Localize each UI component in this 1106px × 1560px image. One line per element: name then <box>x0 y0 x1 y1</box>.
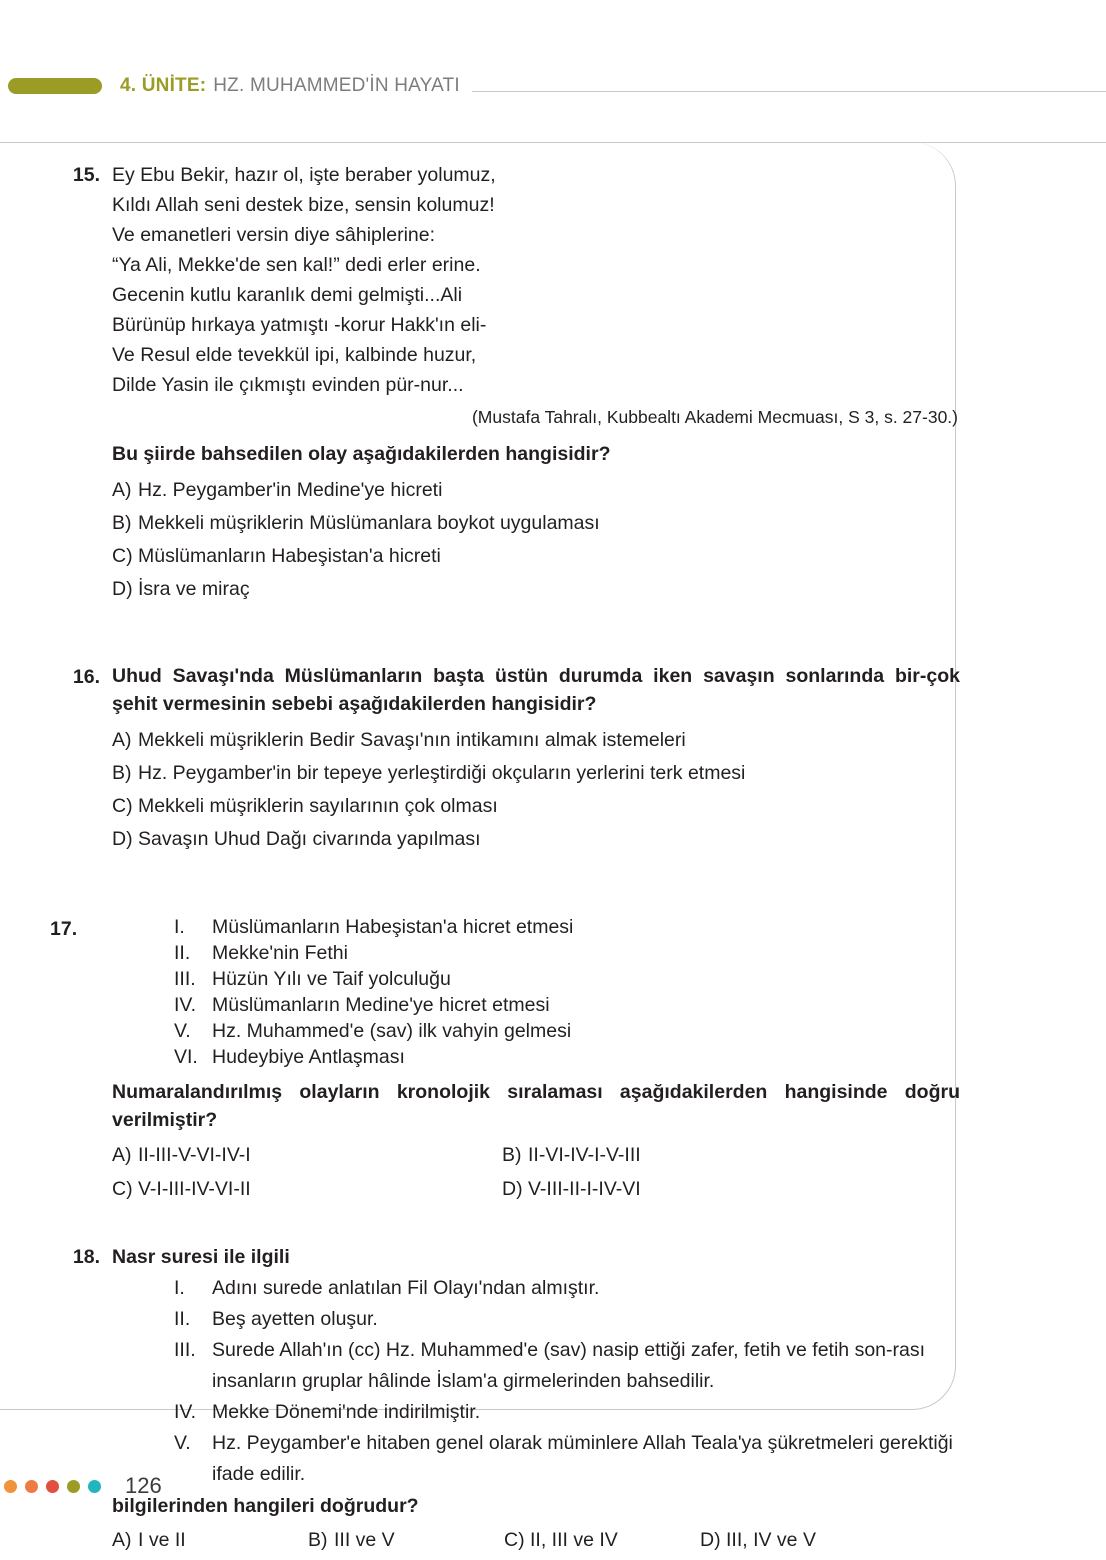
roman-key: V. <box>174 1020 191 1042</box>
page-number: 126 <box>125 1473 162 1498</box>
roman-text: Müslümanların Medine'ye hicret etmesi <box>212 994 550 1016</box>
option-a-text: I ve II <box>138 1529 186 1551</box>
question-17-prompt: Numaralandırılmış olayların kronolojik sıralaması aşağıdakilerden hangisinde doğru verilmiştir? <box>112 1081 960 1131</box>
unit-label: 4. ÜNİTE: <box>120 75 207 96</box>
question-16-options <box>112 724 960 856</box>
question-17-roman-list-wrap <box>112 914 960 1070</box>
option-c[interactable] <box>112 790 960 823</box>
question-18-number: 18. <box>72 1246 100 1268</box>
roman-item <box>174 1273 960 1304</box>
option-d[interactable] <box>700 1524 960 1557</box>
question-15-attribution: (Mustafa Tahralı, Kubbealtı Akademi Mecmuası, S 3, s. 27-30.) <box>471 407 958 427</box>
option-b-text: Hz. Peygamber'in bir tepeye yerleştirdiği okçuların yerlerini terk etmesi <box>138 762 746 784</box>
option-d[interactable] <box>112 823 960 856</box>
option-b-text: III ve V <box>334 1529 395 1551</box>
option-a-key: A) <box>112 1144 132 1166</box>
option-b-key: B) <box>112 512 132 534</box>
roman-key: II. <box>174 942 191 964</box>
roman-item <box>174 1304 960 1335</box>
option-c-key: C) <box>112 795 133 817</box>
roman-text: Hz. Muhammed'e (sav) ilk vahyin gelmesi <box>212 1020 572 1042</box>
roman-item <box>174 1044 960 1070</box>
footer-dots <box>4 1480 109 1493</box>
option-c-key: C) <box>112 1178 133 1200</box>
option-b[interactable] <box>308 1524 504 1557</box>
roman-key: VI. <box>174 1046 198 1068</box>
question-17 <box>0 914 1000 1206</box>
roman-text: Hz. Peygamber'e hitaben genel olarak müminlere Allah Teala'ya şükretmeleri gerektiği ifade edilir. <box>212 1432 953 1485</box>
footer-dot-3 <box>46 1480 59 1493</box>
option-d-key: D) <box>700 1529 721 1551</box>
option-c-text: Mekkeli müşriklerin sayılarının çok olması <box>138 795 498 817</box>
roman-item <box>174 940 960 966</box>
question-15-prompt: Bu şiirde bahsedilen olay aşağıdakilerden hangisidir? <box>112 443 611 465</box>
footer-dot-2 <box>25 1480 38 1493</box>
roman-item <box>174 992 960 1018</box>
roman-item <box>174 1335 960 1397</box>
footer-dot-1 <box>4 1480 17 1493</box>
footer-dot-5 <box>88 1480 101 1493</box>
roman-key: II. <box>174 1308 191 1330</box>
option-d-key: D) <box>112 578 133 600</box>
option-b-key: B) <box>502 1144 522 1166</box>
option-c[interactable] <box>112 540 960 573</box>
roman-text: Surede Allah'ın (cc) Hz. Muhammed'e (sav) nasip ettiği zafer, fetih ve fetih son-rası insanların gruplar hâlinde İslam'a girmelerinden bahsedilir. <box>212 1339 926 1392</box>
question-18-options <box>112 1524 960 1557</box>
header-rule <box>472 91 1106 92</box>
roman-text: Hüzün Yılı ve Taif yolculuğu <box>212 968 451 990</box>
option-a-text: II-III-V-VI-IV-I <box>138 1144 251 1166</box>
option-d-text: III, IV ve V <box>726 1529 816 1551</box>
roman-key: III. <box>174 1339 196 1361</box>
option-a-key: A) <box>112 479 132 501</box>
roman-text: Müslümanların Habeşistan'a hicret etmesi <box>212 916 574 938</box>
option-d-text: V-III-II-I-IV-VI <box>528 1178 641 1200</box>
option-c-key: C) <box>504 1529 525 1551</box>
roman-key: III. <box>174 968 196 990</box>
option-c-key: C) <box>112 545 133 567</box>
roman-text: Adını surede anlatılan Fil Olayı'ndan almıştır. <box>212 1277 600 1299</box>
option-a-text: Hz. Peygamber'in Medine'ye hicreti <box>138 479 443 501</box>
option-d-key: D) <box>502 1178 523 1200</box>
question-18 <box>0 1242 1000 1557</box>
roman-item <box>174 966 960 992</box>
question-16-number: 16. <box>72 666 100 688</box>
option-a-key: A) <box>112 1529 132 1551</box>
question-18-prompt: bilgilerinden hangileri doğrudur? <box>112 1495 419 1517</box>
page-footer <box>0 1466 1106 1506</box>
roman-key: I. <box>174 1277 185 1299</box>
roman-text: Beş ayetten oluşur. <box>212 1308 378 1330</box>
option-d[interactable] <box>112 573 960 606</box>
question-15-poem: Ey Ebu Bekir, hazır ol, işte beraber yolumuz, Kıldı Allah seni destek bize, sensin kolumuz! Ve emanetleri versin diye sâhiplerine: “Ya Ali, Mekke'de sen kal!” dedi erler erine. Gecenin kutlu karanlık demi gelmişti...Ali Bürünüp hırkaya yatmıştı -korur Hakk'ın eli- Ve Resul elde tevekkül ipi, kalbinde huzur, Dilde Yasin ile çıkmıştı evinden pür-nur... <box>112 164 496 396</box>
roman-text: Mekke Dönemi'nde indirilmiştir. <box>212 1401 481 1423</box>
page-header <box>0 66 1106 106</box>
option-b-text: Mekkeli müşriklerin Müslümanlara boykot uygulaması <box>138 512 600 534</box>
option-a[interactable] <box>112 1524 308 1557</box>
question-16-prompt: Uhud Savaşı'nda Müslümanların başta üstün durumda iken savaşın sonlarında bir-çok şehit vermesinin sebebi aşağıdakilerden hangisidir? <box>112 665 960 715</box>
roman-key: V. <box>174 1432 191 1454</box>
option-d-text: İsra ve miraç <box>138 578 250 600</box>
option-b-key: B) <box>112 762 132 784</box>
unit-marker-pill <box>8 78 102 94</box>
option-d-key: D) <box>112 828 133 850</box>
option-b[interactable] <box>112 507 960 540</box>
option-c[interactable] <box>504 1524 700 1557</box>
option-c-text: V-I-III-IV-VI-II <box>138 1178 251 1200</box>
roman-text: Mekke'nin Fethi <box>212 942 348 964</box>
question-17-roman-list <box>174 914 960 1070</box>
roman-item <box>174 914 960 940</box>
question-18-roman-list-wrap <box>112 1273 960 1490</box>
questions-container <box>0 142 1000 1557</box>
roman-item <box>174 1397 960 1428</box>
option-a[interactable] <box>112 474 960 507</box>
option-a-key: A) <box>112 729 132 751</box>
option-d-text: Savaşın Uhud Dağı civarında yapılması <box>138 828 481 850</box>
question-18-roman-list <box>174 1273 960 1490</box>
option-a[interactable] <box>112 1138 502 1172</box>
option-b-text: II-VI-IV-I-V-III <box>528 1144 641 1166</box>
question-18-stem: Nasr suresi ile ilgili <box>112 1246 290 1268</box>
roman-item <box>174 1018 960 1044</box>
option-b[interactable] <box>502 1138 960 1172</box>
footer-dot-4 <box>67 1480 80 1493</box>
question-15-number: 15. <box>72 164 100 186</box>
roman-key: IV. <box>174 1401 197 1423</box>
option-c[interactable] <box>112 1172 502 1206</box>
question-17-number: 17. <box>50 918 78 940</box>
option-b[interactable] <box>112 757 960 790</box>
option-b-key: B) <box>308 1529 328 1551</box>
unit-title: HZ. MUHAMMED'İN HAYATI <box>213 75 460 96</box>
roman-key: IV. <box>174 994 197 1016</box>
question-16 <box>0 662 1000 856</box>
question-15-options <box>112 474 960 606</box>
option-c-text: II, III ve IV <box>530 1529 618 1551</box>
roman-text: Hudeybiye Antlaşması <box>212 1046 405 1068</box>
option-d[interactable] <box>502 1172 960 1206</box>
question-15 <box>0 160 1000 606</box>
roman-key: I. <box>174 916 185 938</box>
option-c-text: Müslümanların Habeşistan'a hicreti <box>138 545 441 567</box>
option-a-text: Mekkeli müşriklerin Bedir Savaşı'nın intikamını almak istemeleri <box>138 729 686 751</box>
question-17-options <box>112 1138 960 1206</box>
option-a[interactable] <box>112 724 960 757</box>
